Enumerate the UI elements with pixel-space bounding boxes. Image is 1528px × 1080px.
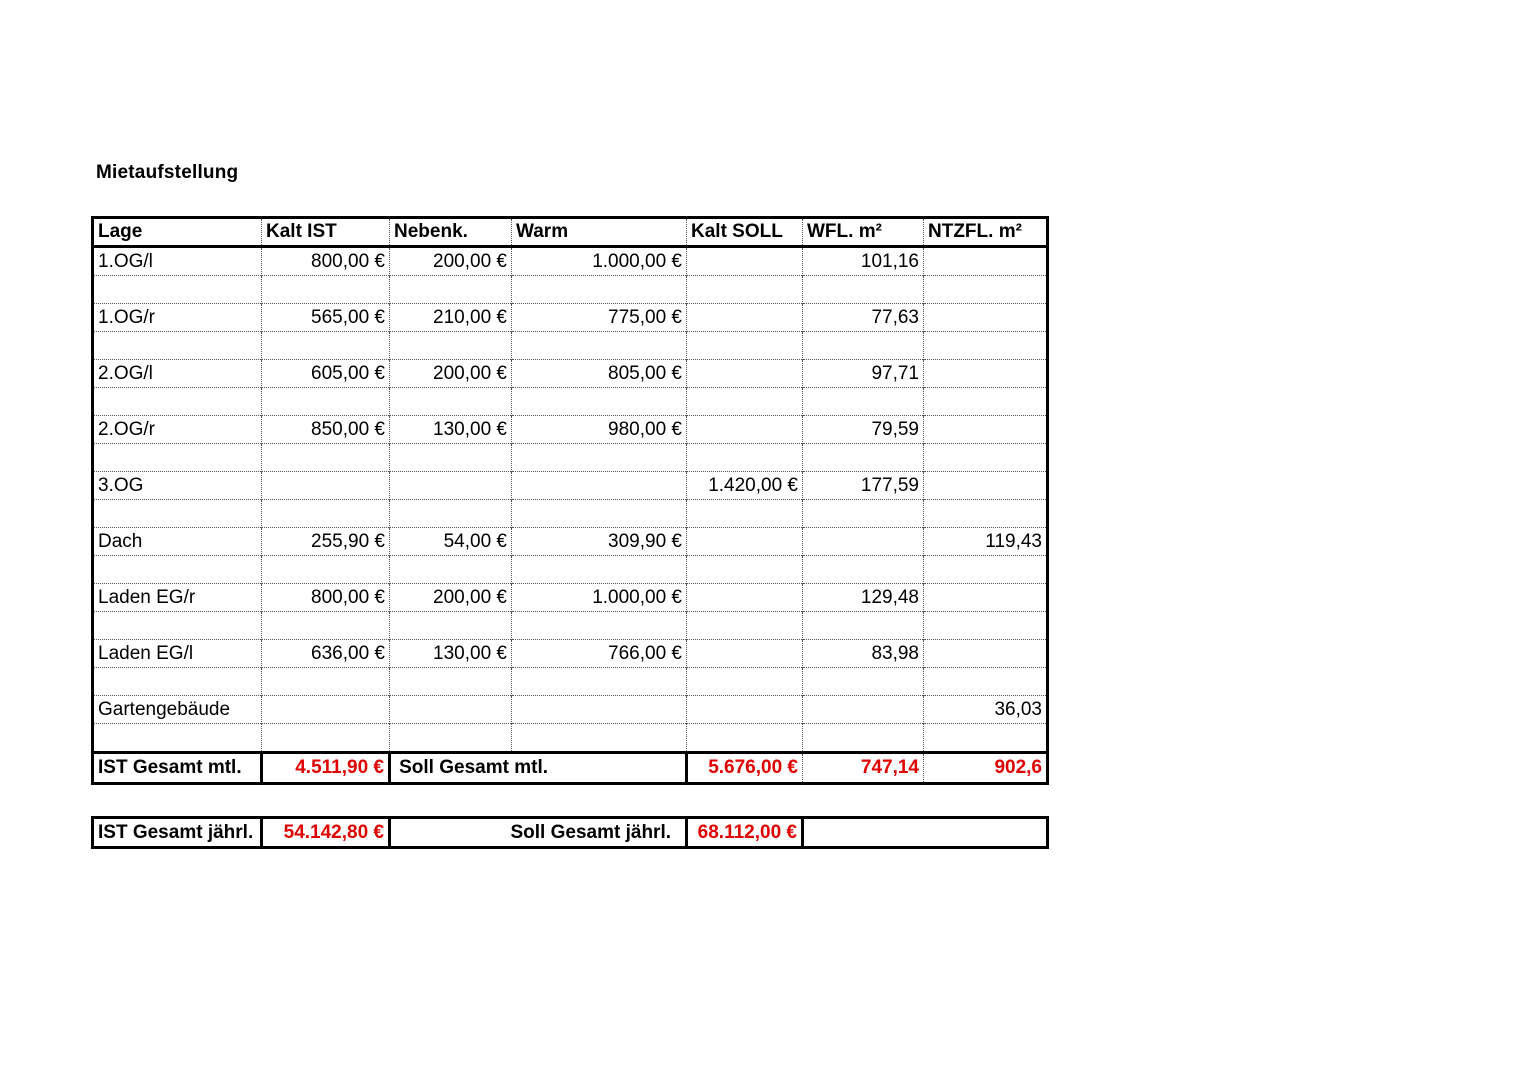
cell-ntzfl <box>924 416 1048 444</box>
cell-wfl <box>803 388 924 416</box>
table-row <box>93 612 1048 640</box>
table-row <box>93 388 1048 416</box>
cell-wfl <box>803 276 924 304</box>
annual-ist-value: 54.142,80 € <box>262 818 390 848</box>
cell-kalt-ist: 850,00 € <box>262 416 390 444</box>
cell-nebenk: 210,00 € <box>390 304 512 332</box>
cell-lage <box>93 388 262 416</box>
cell-nebenk: 200,00 € <box>390 360 512 388</box>
cell-kalt-soll <box>687 528 803 556</box>
cell-ntzfl <box>924 584 1048 612</box>
cell-warm <box>512 472 687 500</box>
cell-nebenk <box>390 388 512 416</box>
annual-ist-label: IST Gesamt jährl. <box>98 821 254 843</box>
cell-nebenk <box>390 444 512 472</box>
cell-kalt-ist: 605,00 € <box>262 360 390 388</box>
cell-wfl <box>803 724 924 753</box>
cell-kalt-soll <box>687 724 803 753</box>
cell-warm <box>512 444 687 472</box>
cell-kalt-ist <box>262 612 390 640</box>
cell-wfl: 77,63 <box>803 304 924 332</box>
cell-kalt-ist <box>262 724 390 753</box>
cell-ntzfl <box>924 247 1048 276</box>
cell-ntzfl <box>924 304 1048 332</box>
cell-kalt-ist: 800,00 € <box>262 247 390 276</box>
cell-ntzfl <box>924 388 1048 416</box>
cell-kalt-ist: 255,90 € <box>262 528 390 556</box>
cell-kalt-soll <box>687 584 803 612</box>
cell-kalt-soll <box>687 640 803 668</box>
cell-warm: 1.000,00 € <box>512 584 687 612</box>
cell-warm <box>512 556 687 584</box>
table-row <box>93 584 1048 612</box>
rent-table <box>91 216 1049 785</box>
cell-warm: 980,00 € <box>512 416 687 444</box>
cell-kalt-soll <box>687 247 803 276</box>
cell-wfl <box>803 556 924 584</box>
cell-kalt-soll <box>687 668 803 696</box>
cell-nebenk: 200,00 € <box>390 247 512 276</box>
table-row <box>93 668 1048 696</box>
monthly-soll-label: Soll Gesamt mtl. <box>390 753 687 784</box>
cell-warm: 766,00 € <box>512 640 687 668</box>
cell-lage: 2.OG/r <box>93 416 262 444</box>
cell-kalt-ist <box>262 472 390 500</box>
cell-ntzfl <box>924 276 1048 304</box>
cell-kalt-soll <box>687 276 803 304</box>
cell-lage: 3.OG <box>93 472 262 500</box>
cell-warm <box>512 696 687 724</box>
cell-kalt-soll <box>687 556 803 584</box>
table-row <box>93 500 1048 528</box>
header-nebenk: Nebenk. <box>390 218 512 247</box>
cell-kalt-ist <box>262 444 390 472</box>
cell-warm <box>512 332 687 360</box>
cell-kalt-ist <box>262 556 390 584</box>
cell-warm: 309,90 € <box>512 528 687 556</box>
cell-wfl <box>803 612 924 640</box>
annual-total-row <box>93 818 1048 848</box>
table-row <box>93 304 1048 332</box>
cell-lage <box>93 332 262 360</box>
cell-kalt-soll <box>687 332 803 360</box>
cell-kalt-ist <box>262 332 390 360</box>
cell-kalt-ist <box>262 696 390 724</box>
monthly-total-row <box>93 753 1048 784</box>
cell-nebenk <box>390 668 512 696</box>
cell-wfl: 101,16 <box>803 247 924 276</box>
cell-wfl <box>803 528 924 556</box>
cell-kalt-soll <box>687 416 803 444</box>
header-ntzfl: NTZFL. m² <box>924 218 1048 247</box>
cell-nebenk <box>390 332 512 360</box>
cell-nebenk: 130,00 € <box>390 416 512 444</box>
cell-nebenk <box>390 500 512 528</box>
cell-kalt-ist: 636,00 € <box>262 640 390 668</box>
cell-nebenk <box>390 724 512 753</box>
cell-ntzfl <box>924 612 1048 640</box>
cell-lage: Laden EG/r <box>93 584 262 612</box>
cell-warm <box>512 612 687 640</box>
cell-nebenk <box>390 276 512 304</box>
cell-wfl: 177,59 <box>803 472 924 500</box>
cell-warm: 805,00 € <box>512 360 687 388</box>
table-row <box>93 247 1048 276</box>
cell-lage: Gartengebäude <box>93 696 262 724</box>
table-row <box>93 360 1048 388</box>
annual-empty-cell <box>803 818 1048 848</box>
table-row <box>93 696 1048 724</box>
cell-kalt-soll: 1.420,00 € <box>687 472 803 500</box>
cell-ntzfl <box>924 472 1048 500</box>
header-row <box>93 218 1048 247</box>
cell-nebenk: 200,00 € <box>390 584 512 612</box>
cell-wfl: 79,59 <box>803 416 924 444</box>
cell-kalt-soll <box>687 696 803 724</box>
table-row <box>93 556 1048 584</box>
monthly-ist-label: IST Gesamt mtl. <box>93 753 262 784</box>
header-lage: Lage <box>93 218 262 247</box>
cell-warm: 775,00 € <box>512 304 687 332</box>
cell-kalt-soll <box>687 612 803 640</box>
cell-wfl: 97,71 <box>803 360 924 388</box>
cell-warm <box>512 668 687 696</box>
monthly-ist-value: 4.511,90 € <box>262 753 390 784</box>
cell-kalt-ist <box>262 388 390 416</box>
header-kalt-ist: Kalt IST <box>262 218 390 247</box>
cell-lage <box>93 612 262 640</box>
cell-lage: Dach <box>93 528 262 556</box>
table-row <box>93 528 1048 556</box>
monthly-soll-value: 5.676,00 € <box>687 753 803 784</box>
table-row <box>93 724 1048 753</box>
cell-wfl <box>803 332 924 360</box>
header-kalt-soll: Kalt SOLL <box>687 218 803 247</box>
cell-lage: 1.OG/r <box>93 304 262 332</box>
table-row <box>93 444 1048 472</box>
cell-lage <box>93 556 262 584</box>
cell-lage <box>93 668 262 696</box>
cell-lage <box>93 724 262 753</box>
cell-lage <box>93 276 262 304</box>
cell-kalt-ist <box>262 500 390 528</box>
cell-kalt-ist <box>262 276 390 304</box>
cell-ntzfl: 119,43 <box>924 528 1048 556</box>
cell-kalt-ist <box>262 668 390 696</box>
cell-nebenk <box>390 696 512 724</box>
cell-wfl: 83,98 <box>803 640 924 668</box>
cell-warm <box>512 276 687 304</box>
page-title: Mietaufstellung <box>96 162 239 183</box>
cell-kalt-soll <box>687 388 803 416</box>
annual-soll-value: 68.112,00 € <box>687 818 803 848</box>
cell-ntzfl: 36,03 <box>924 696 1048 724</box>
cell-kalt-soll <box>687 500 803 528</box>
table-row <box>93 416 1048 444</box>
header-wfl: WFL. m² <box>803 218 924 247</box>
cell-nebenk <box>390 612 512 640</box>
table-row <box>93 332 1048 360</box>
cell-kalt-ist: 800,00 € <box>262 584 390 612</box>
cell-ntzfl <box>924 724 1048 753</box>
cell-kalt-soll <box>687 360 803 388</box>
table-row <box>93 472 1048 500</box>
cell-warm: 1.000,00 € <box>512 247 687 276</box>
cell-kalt-ist: 565,00 € <box>262 304 390 332</box>
cell-ntzfl <box>924 556 1048 584</box>
cell-ntzfl <box>924 500 1048 528</box>
cell-warm <box>512 500 687 528</box>
cell-ntzfl <box>924 668 1048 696</box>
cell-nebenk <box>390 556 512 584</box>
cell-wfl <box>803 500 924 528</box>
cell-nebenk: 54,00 € <box>390 528 512 556</box>
cell-lage <box>93 500 262 528</box>
annual-total-table <box>91 816 1049 849</box>
header-warm: Warm <box>512 218 687 247</box>
cell-ntzfl <box>924 640 1048 668</box>
table-row <box>93 276 1048 304</box>
cell-nebenk: 130,00 € <box>390 640 512 668</box>
cell-kalt-soll <box>687 444 803 472</box>
cell-lage: 1.OG/l <box>93 247 262 276</box>
annual-soll-label: Soll Gesamt jährl. <box>390 818 687 848</box>
cell-nebenk <box>390 472 512 500</box>
cell-lage: Laden EG/l <box>93 640 262 668</box>
cell-ntzfl <box>924 360 1048 388</box>
cell-lage: 2.OG/l <box>93 360 262 388</box>
cell-warm <box>512 388 687 416</box>
cell-wfl <box>803 444 924 472</box>
cell-ntzfl <box>924 444 1048 472</box>
cell-ntzfl <box>924 332 1048 360</box>
table-row <box>93 640 1048 668</box>
cell-lage <box>93 444 262 472</box>
cell-wfl <box>803 668 924 696</box>
cell-kalt-soll <box>687 304 803 332</box>
cell-warm <box>512 724 687 753</box>
cell-wfl: 129,48 <box>803 584 924 612</box>
monthly-ntzfl-total: 902,6 <box>924 753 1048 784</box>
monthly-wfl-total: 747,14 <box>803 753 924 784</box>
cell-wfl <box>803 696 924 724</box>
